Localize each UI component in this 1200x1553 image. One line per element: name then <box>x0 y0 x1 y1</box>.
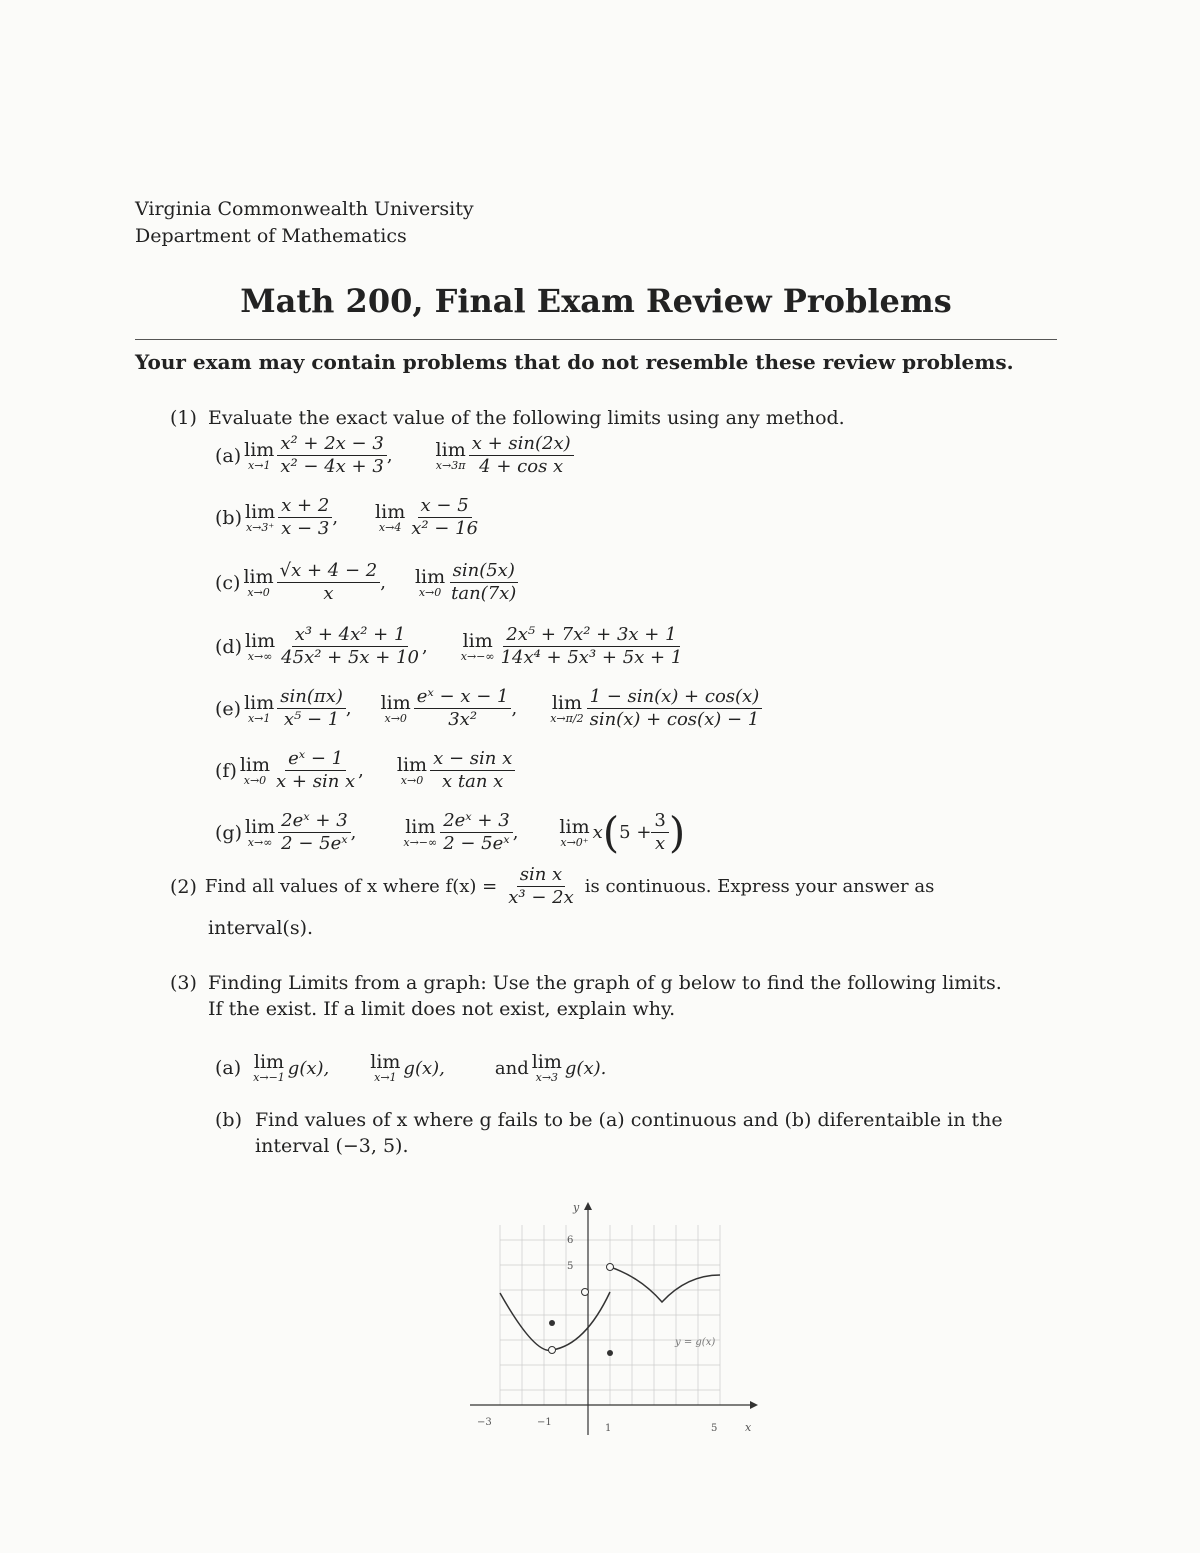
numerator: 3 <box>651 810 668 833</box>
problem-1d: (d) lim x→∞ $\frac{\text{x³ + 4x² + 1}}{\text{45x² + 5x + 10}}$ , lim x→−∞ $\frac{\text{2x⁵ + 7x² + 3x + 1}}{\text{14x⁴ + 5x³ + 5x + 1}}$ <box>215 624 685 669</box>
y-tick-label: 6 <box>567 1235 574 1246</box>
limit-expression: g(x), <box>403 1057 445 1079</box>
curve-label: y = g(x) <box>675 1337 716 1348</box>
limit-subscript: x→3π <box>435 458 466 472</box>
part-label: (b) <box>215 506 242 529</box>
limit-subscript: x→−∞ <box>460 649 495 663</box>
part-label: (a) <box>215 1057 242 1079</box>
part-label: (g) <box>215 821 242 844</box>
denominator: x² − 4x + 3 <box>280 456 384 477</box>
denominator: sin(x) + cos(x) − 1 <box>589 709 760 730</box>
numerator: x − 5 <box>418 495 472 518</box>
denominator: 45x² + 5x + 10 <box>281 647 420 668</box>
y-axis-label: y <box>573 1201 580 1214</box>
problem-2-number: (2) <box>170 875 197 898</box>
limit-subscript: x→∞ <box>247 835 273 849</box>
numerator: eˣ − x − 1 <box>414 686 512 709</box>
x-tick-label: −3 <box>477 1417 492 1428</box>
part-label: (e) <box>215 697 242 720</box>
denominator: tan(7x) <box>451 583 517 604</box>
limit-expression: g(x), <box>287 1057 330 1079</box>
filled-point <box>607 1350 613 1356</box>
limit-subscript: x→3⁺ <box>245 520 275 534</box>
problem-1-text: Evaluate the exact value of the following limits using any method. <box>208 407 845 429</box>
problem-3-line1: Finding Limits from a graph: Use the graph of g below to find the following limits. <box>208 972 1002 994</box>
numerator: x² + 2x − 3 <box>277 433 386 456</box>
denominator: x − 3 <box>281 518 330 539</box>
limit-subscript: x→0 <box>384 711 407 725</box>
problem-1a: (a) lim x→1 $\frac{\text{x² + 2x − 3}}{\text{x² − 4x + 3}}$ , lim x→3π $\frac{x + \sin(2x)}{\text{4 + cos x}}$ <box>215 433 574 478</box>
numerator: eˣ − 1 <box>285 748 346 771</box>
limit-subscript: x→1 <box>247 711 271 725</box>
y-axis-arrow-icon <box>584 1202 592 1210</box>
limit-prefix: x <box>592 822 603 843</box>
limit-subscript: x→4 <box>378 520 402 534</box>
limit-subscript: x→0⁺ <box>560 835 589 849</box>
problem-2-pre: Find all values of x where f(x) = <box>204 876 498 897</box>
notice-text: Your exam may contain problems that do not resemble these review problems. <box>135 350 1014 374</box>
problem-1g: (g) lim x→∞ $\frac{\text{2eˣ + 3}}{\text{2 − 5eˣ}}$ , lim x→−∞ $\frac{\text{2eˣ + 3}}{\text{2 − 5eˣ}}$ , lim x→0⁺ x ( 5 + $\frac{3}{x}$ ) <box>215 807 686 857</box>
denominator: x² − 16 <box>411 518 479 539</box>
problem-3b-label: (b) <box>215 1109 242 1131</box>
denominator: 2 − 5eˣ <box>443 833 510 854</box>
curve-right-branch <box>610 1267 720 1302</box>
problem-3-number: (3) <box>170 972 197 994</box>
problem-3-line2: If the exist. If a limit does not exist, explain why. <box>208 998 676 1020</box>
limit-subscript: x→0 <box>400 773 424 787</box>
limit-subscript: x→3 <box>535 1071 559 1084</box>
open-point <box>549 1347 556 1354</box>
numerator: sin x <box>517 864 565 887</box>
department-name: Department of Mathematics <box>135 225 407 247</box>
denominator: 2 − 5eˣ <box>281 833 348 854</box>
x-tick-label: 1 <box>605 1423 612 1434</box>
limit-subscript: x→π/2 <box>550 711 584 725</box>
limit-subscript: x→0 <box>418 585 442 599</box>
graph-grid <box>500 1225 720 1405</box>
denominator: x + sin x <box>276 771 356 792</box>
limit-subscript: x→−∞ <box>403 835 438 849</box>
denominator: 4 + cos x <box>479 456 564 477</box>
and-word: and <box>494 1057 529 1079</box>
problem-3a: (a) lim x→−1 g(x), lim x→1 g(x), and lim x→3 g(x). <box>215 1051 607 1084</box>
limit-subscript: x→∞ <box>247 649 273 663</box>
numerator: x³ + 4x² + 1 <box>292 624 409 647</box>
institution-name: Virginia Commonwealth University <box>135 198 474 220</box>
numerator: x + sin(2x) <box>469 433 574 456</box>
limit-subscript: x→−1 <box>253 1071 285 1084</box>
limit-subscript: x→1 <box>248 458 271 472</box>
denominator: 14x⁴ + 5x³ + 5x + 1 <box>500 647 683 668</box>
open-point <box>607 1264 614 1271</box>
numerator: sin(5x) <box>450 560 518 583</box>
part-label: (c) <box>215 571 241 594</box>
problem-1c: (c) lim x→0 $\frac{√x + 4 - 2}{x}$ , lim x→0 $\frac{\sin(5x)}{\tan(7x)}$ <box>215 560 519 605</box>
open-point <box>582 1289 589 1296</box>
problem-1f: (f) lim x→0 $\frac{\text{eˣ − 1}}{\text{x + sin x}}$ , lim x→0 $\frac{\text{x − sin x}}{\text{x tan x}}$ <box>215 748 515 793</box>
numerator: x − sin x <box>430 748 515 771</box>
problem-3b-line2: interval (−3, 5). <box>255 1135 409 1157</box>
numerator: x + 2 <box>278 495 332 518</box>
problem-1b: (b) lim x→3⁺ $\frac{x + 2}{x - 3}$ , lim x→4 $\frac{x - 5}{\text{x² − 16}}$ <box>215 495 481 540</box>
numerator: 1 − sin(x) + cos(x) <box>587 686 763 709</box>
part-label: (d) <box>215 635 242 658</box>
limit-subscript: x→1 <box>374 1071 397 1084</box>
title-divider <box>135 339 1057 340</box>
x-axis-arrow-icon <box>750 1401 758 1409</box>
x-axis-label: x <box>745 1421 752 1434</box>
limit-expression: g(x). <box>564 1057 607 1079</box>
numerator: √x + 4 − 2 <box>277 560 381 583</box>
denominator: 3x² <box>448 709 478 730</box>
numerator: 2eˣ + 3 <box>440 810 512 833</box>
denominator: x <box>655 833 666 854</box>
denominator: x³ − 2x <box>508 887 574 908</box>
problem-1e: (e) lim x→1 $\frac{\sin(\pi x)}{\text{x⁵ − 1}}$ , lim x→0 $\frac{\text{eˣ − x − 1}}{\text{3x²}}$ , lim x→π/2 $\frac{1 - \sin(x) + \cos(x)}{\sin(x) + \cos(x) - 1}$ <box>215 686 762 731</box>
problem-2-line2: interval(s). <box>208 917 314 939</box>
y-tick-label: 5 <box>567 1261 574 1272</box>
numerator: 2x⁵ + 7x² + 3x + 1 <box>503 624 679 647</box>
problem-1-number: (1) <box>170 407 197 429</box>
curve-left-branch <box>500 1292 610 1350</box>
limit-subscript: x→0 <box>247 585 270 599</box>
problem-2-post: is continuous. Express your answer as <box>584 876 935 897</box>
filled-point <box>549 1320 555 1326</box>
inner-term: 5 + <box>619 822 652 843</box>
denominator: x⁵ − 1 <box>283 709 340 730</box>
numerator: 2eˣ + 3 <box>278 810 350 833</box>
numerator: sin(πx) <box>277 686 346 709</box>
x-tick-label: −1 <box>537 1417 552 1428</box>
page-title: Math 200, Final Exam Review Problems <box>240 282 952 320</box>
denominator: x <box>323 583 334 604</box>
denominator: x tan x <box>441 771 504 792</box>
graph-g <box>455 1195 775 1445</box>
part-label: (a) <box>215 444 242 467</box>
limit-subscript: x→0 <box>243 773 267 787</box>
part-label: (f) <box>215 759 237 782</box>
x-tick-label: 5 <box>711 1423 718 1434</box>
problem-2 <box>170 864 934 909</box>
problem-3b-line1: Find values of x where g fails to be (a) continuous and (b) diferentaible in the <box>255 1109 1003 1131</box>
